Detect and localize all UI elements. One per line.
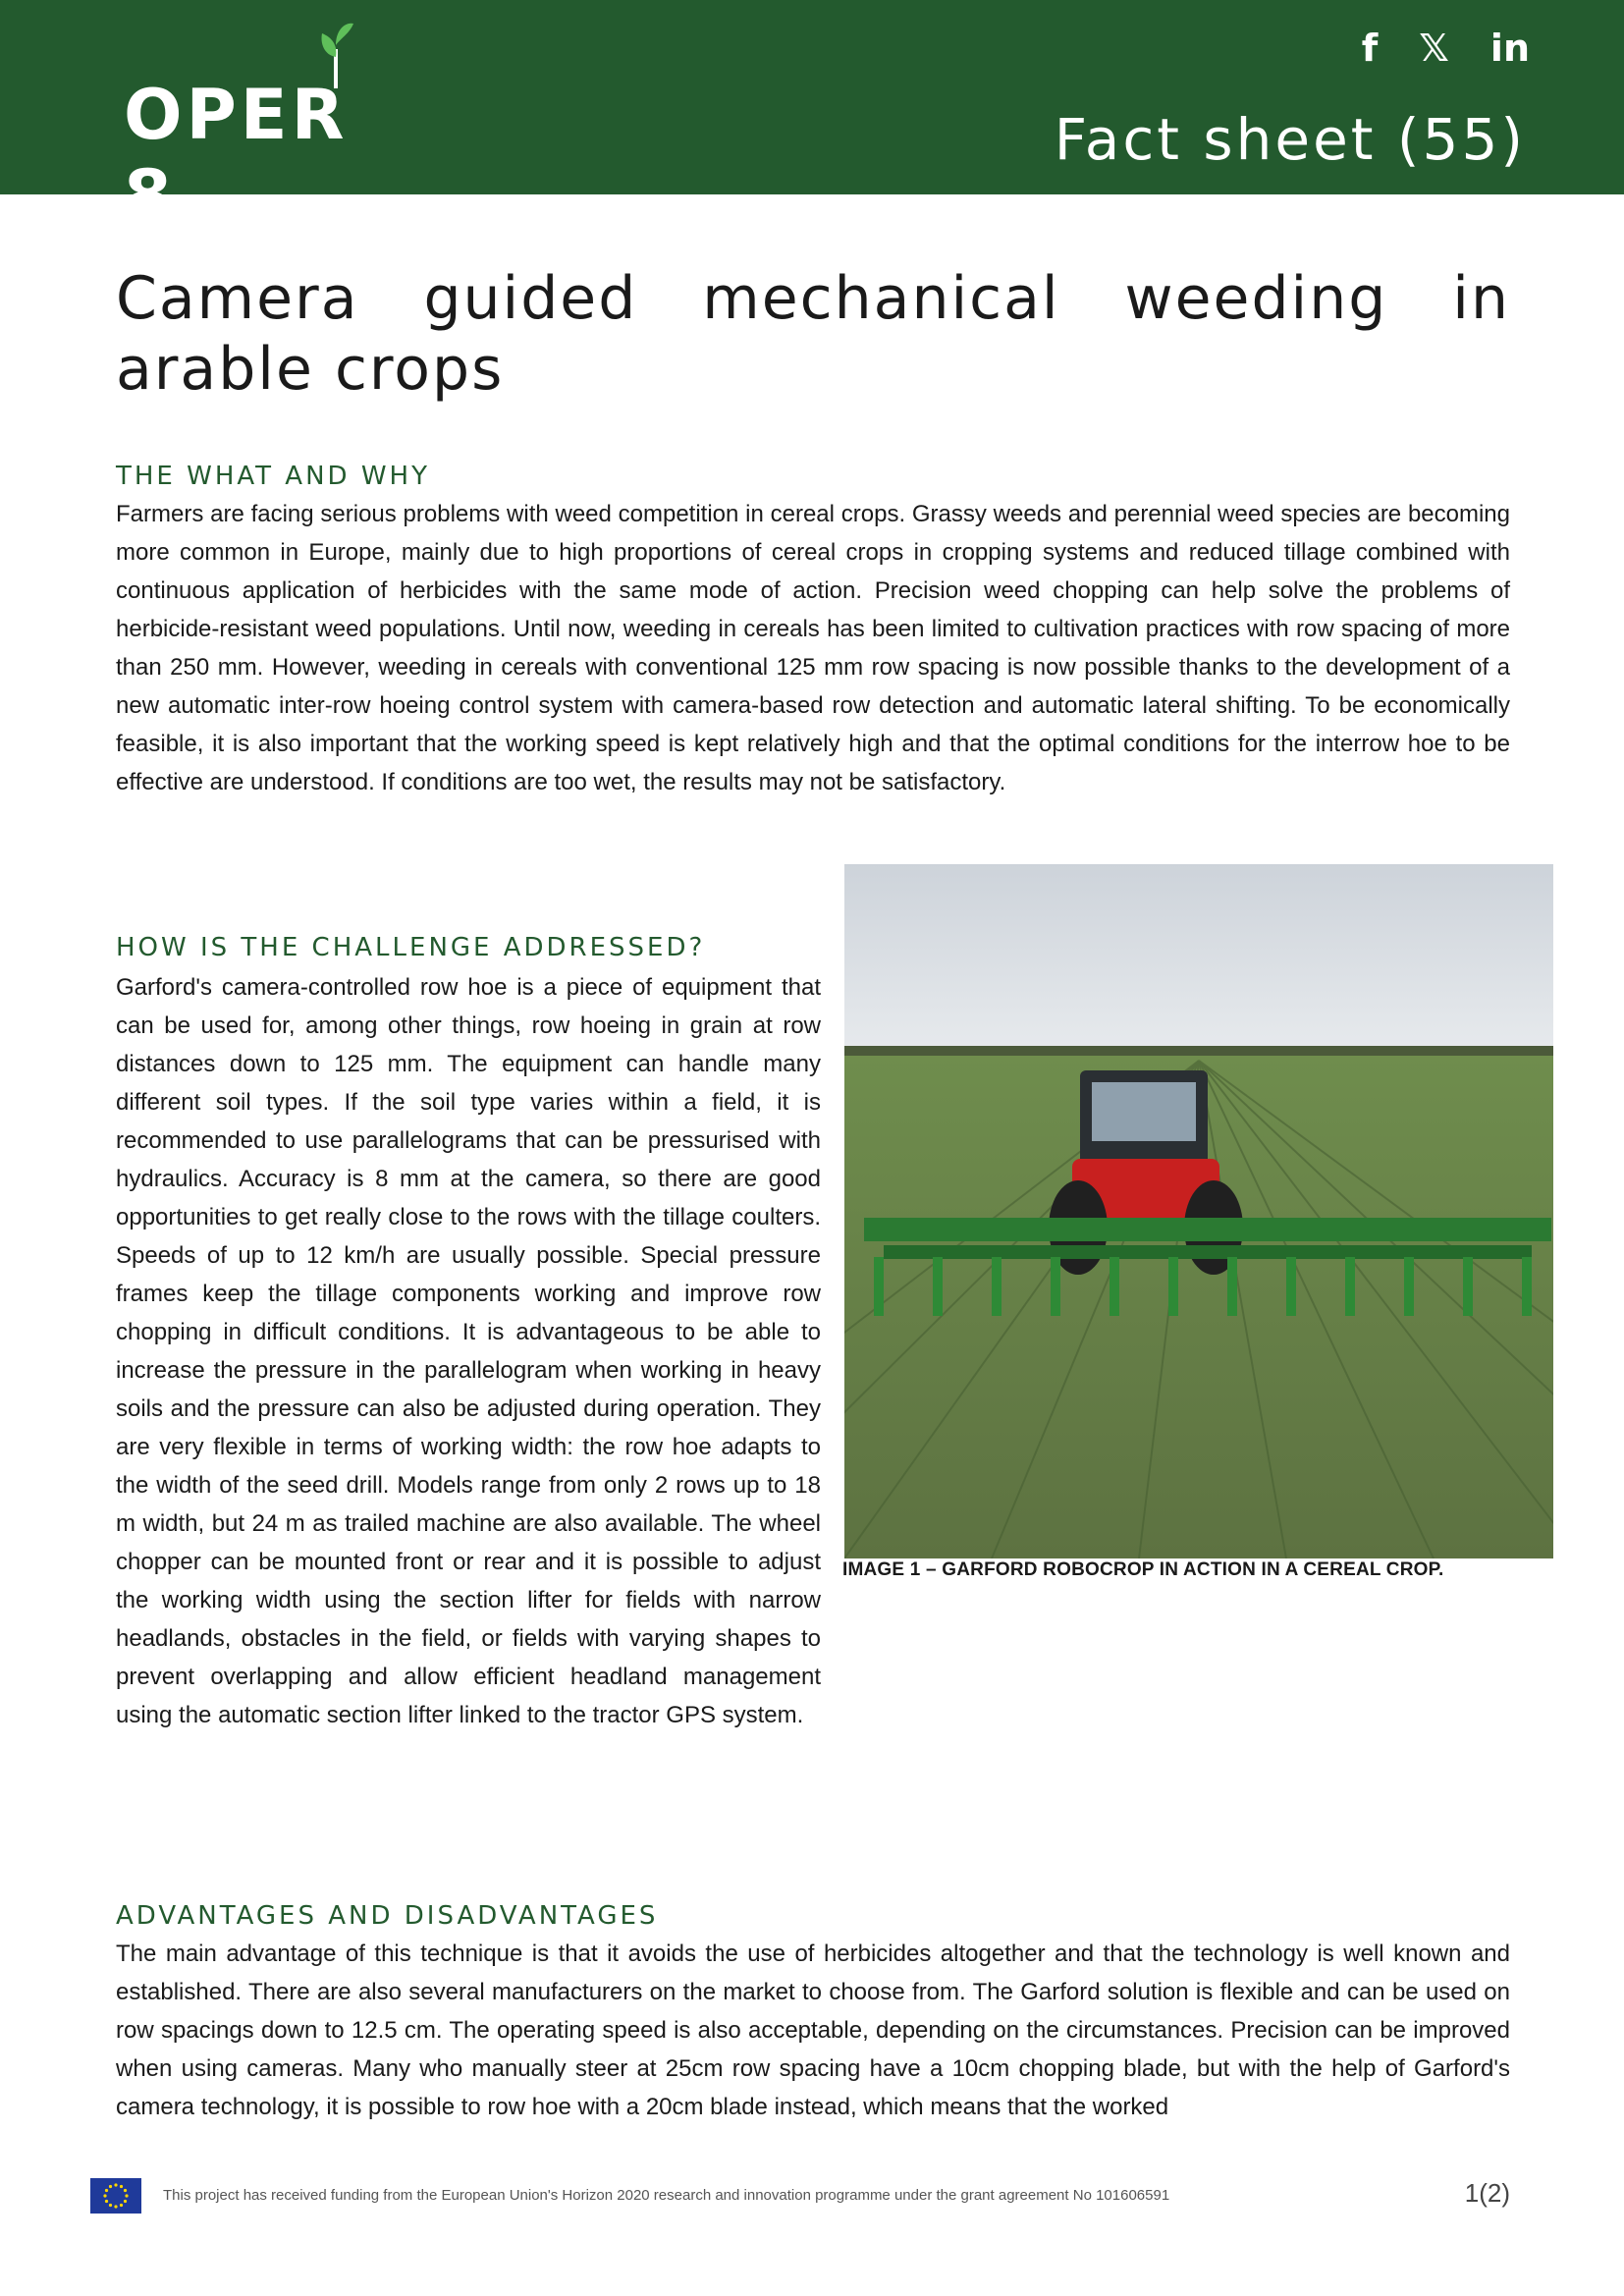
image-caption: IMAGE 1 – GARFORD ROBOCROP IN ACTION IN A CEREAL CROP. [842,1559,1444,1580]
tractor-photo [844,864,1553,1558]
section-heading-advantages: ADVANTAGES AND DISADVANTAGES [116,1901,659,1931]
tractor-field-illustration [844,864,1553,1558]
eu-flag-icon [90,2178,141,2214]
section-body-advantages: The main advantage of this technique is that it avoids the use of herbicides altogether and that the technology is well known and established. There are also several manufacturers on the market to choose from. The Garford solution is flexible and can be used on row spacings down to 12.5 cm. The operating speed is also acceptable, depending on the circumstances. Precision can be improved when using cameras. Many who manually steer at 25cm row spacing have a 10cm chopping blade, but with the help of Garford's camera technology, it is possible to row hoe with a 20cm blade instead, which means that the worked [116,1941,1510,2120]
logo-text: OPER 8 [124,75,349,236]
section-heading-challenge: HOW IS THE CHALLENGE ADDRESSED? [116,933,706,962]
x-icon[interactable]: 𝕏 [1419,27,1449,70]
oper8-logo[interactable] [124,55,408,236]
social-links [1362,24,1530,73]
page-title: Camera guided mechanical weeding in arable crops [116,264,1510,404]
facebook-icon[interactable]: f [1361,27,1379,70]
header-banner [0,0,1624,236]
section-heading-what-why: THE WHAT AND WHY [116,462,430,491]
section-body-what-why: Farmers are facing serious problems with weed competition in cereal crops. Grassy weeds and perennial weed species are becoming more common in Europe, mainly due to high proportions of cereal crops in cropping systems and reduced tillage combined with continuous application of herbicides with the same mode of action. Precision weed chopping can help solve the problems of herbicide-resistant weed populations. Until now, weeding in cereals has been limited to cultivation practices with row spacing of more than 250 mm. However, weeding in cereals with conventional 125 mm row spacing is now possible thanks to the development of a new automatic inter-row hoeing control system with camera-based row detection and automatic lateral shifting. To be economically feasible, it is also important that the working speed is kept relatively high and that the optimal conditions for the interrow hoe to be effective are understood. If conditions are too wet, the results may not be satisfactory. [116,501,1510,795]
linkedin-icon[interactable]: in [1489,27,1530,70]
section-body-challenge: Garford's camera-controlled row hoe is a piece of equipment that can be used for, among other things, row hoeing in grain at row distances down to 125 mm. The equipment can handle many different soil types. If the soil type varies within a field, it is recommended to use parallelograms that can be pressurised with hydraulics. Accuracy is 8 mm at the camera, so there are good opportunities to get really close to the rows with the tillage coulters. Speeds of up to 12 km/h are usually possible. Special pressure frames keep the tillage components working and improve row chopping in difficult conditions. It is advantageous to be able to increase the pressure in the parallelogram when working in heavy soils and the pressure can also be adjusted during operation. They are very flexible in terms of working width: the row hoe adapts to the width of the seed drill. Models range from only 2 rows up to 18 m width, but 24 m as trailed machine are also available. The wheel chopper can be mounted front or rear and it is possible to adjust the working width using the section lifter for fields with narrow headlands, obstacles in the field, or fields with varying shapes to prevent overlapping and allow efficient headland management using the automatic section lifter linked to the tractor GPS system. [116,974,821,1728]
funding-note: This project has received funding from the European Union's Horizon 2020 research and innovation programme under the grant agreement No 101606591 [163,2187,1170,2204]
page-number: 1(2) [1464,2178,1510,2208]
fact-sheet-number: Fact sheet (55) [1054,106,1526,173]
sprout-icon [316,20,355,88]
